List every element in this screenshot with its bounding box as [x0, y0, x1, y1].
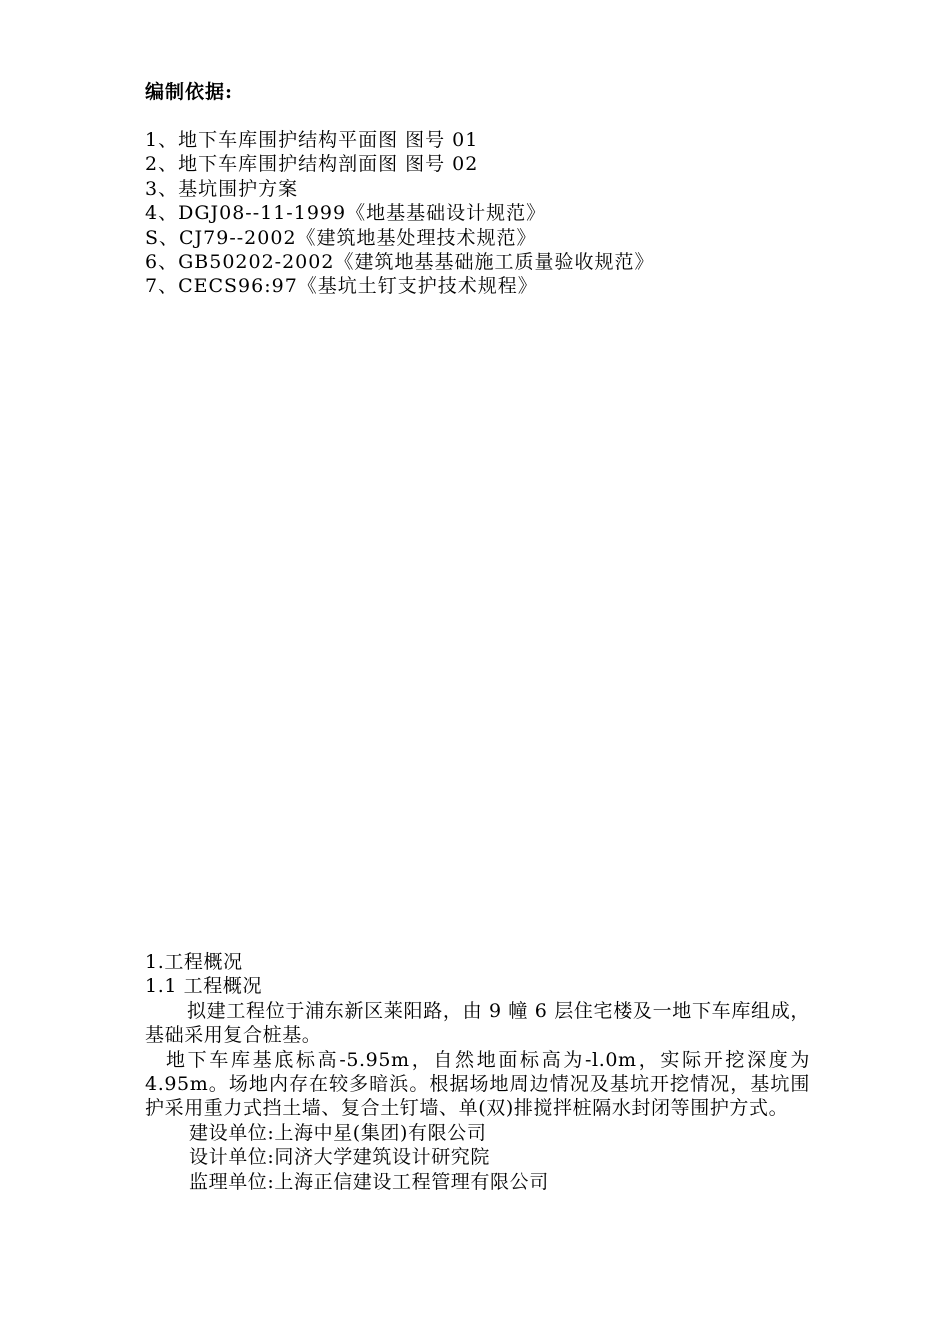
basis-heading: 编制依据: [145, 81, 234, 103]
basis-item: 6、GB50202-2002《建筑地基基础施工质量验收规范》 [145, 251, 655, 274]
basis-item: 7、CECS96:97《基坑土钉支护技术规程》 [145, 275, 538, 298]
basis-item: 4、DGJ08--11-1999《地基基础设计规范》 [145, 202, 547, 225]
basis-item: S、CJ79--2002《建筑地基处理技术规范》 [145, 226, 537, 249]
basis-list [145, 128, 654, 299]
overview-paragraph-2: 地下车库基底标高-5.95m，自然地面标高为-l.0m，实际开挖深度为4.95m。场地内存在较多暗浜。根据场地周边情况及基坑开挖情况，基坑围护采用重力式挡土墙、复合土钉墙、单(双)排搅拌桩隔水封闭等围护方式。 [145, 1048, 810, 1120]
basis-item: 2、地下车库围护结构剖面图 图号 02 [145, 153, 479, 176]
basis-item: 3、基坑围护方案 [145, 177, 299, 200]
overview-section [145, 950, 810, 1194]
overview-paragraph-1: 拟建工程位于浦东新区莱阳路，由 9 幢 6 层住宅楼及一地下车库组成，基础采用复合桩基。 [145, 999, 810, 1047]
design-unit: 设计单位:同济大学建筑设计研究院 [189, 1146, 491, 1169]
section-title: 1.工程概况 [145, 951, 243, 973]
supervision-unit: 监理单位:上海正信建设工程管理有限公司 [189, 1170, 549, 1193]
construction-unit: 建设单位:上海中星(集团)有限公司 [189, 1121, 487, 1144]
subsection-title: 1.1 工程概况 [145, 975, 263, 998]
basis-item: 1、地下车库围护结构平面图 图号 01 [145, 129, 479, 151]
